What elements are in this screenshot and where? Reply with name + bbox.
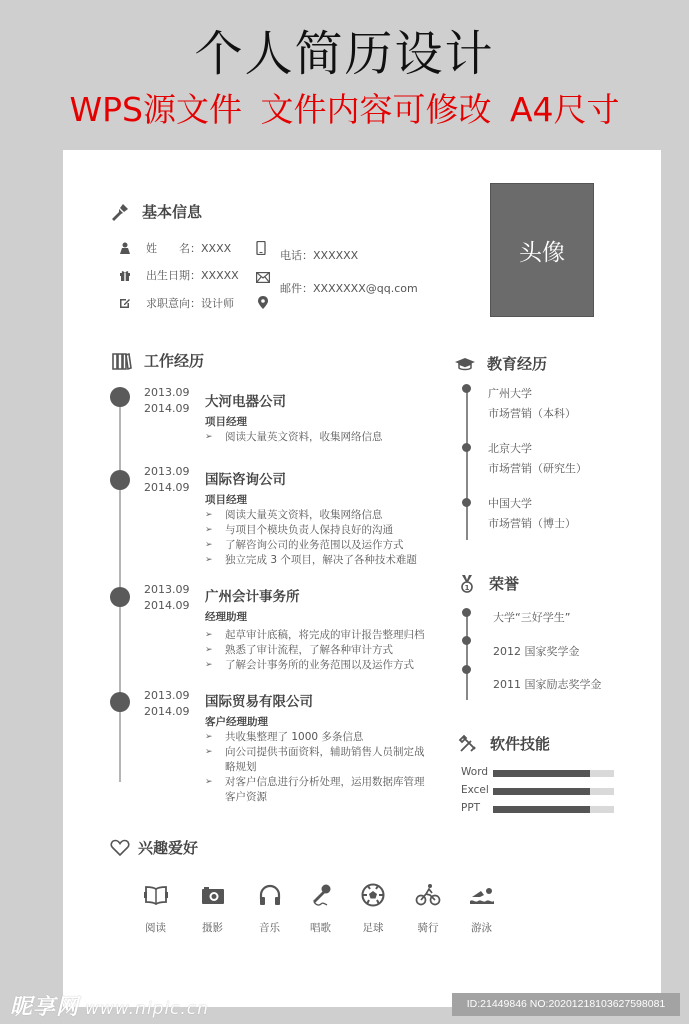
company-name: 大河电器公司 [205,394,286,410]
job-role: 经理助理 [205,611,247,623]
bullet-item: ➢ 了解咨询公司的业务范围以及运作方式 [205,539,404,551]
timeline-dot [462,443,471,452]
timeline-dot [110,692,130,712]
person-icon [118,241,132,255]
honor-item: 2012 国家奖学金 [493,645,580,658]
hobby-list [127,882,510,935]
gift-icon [118,268,132,282]
section-title: 基本信息 [142,203,203,221]
location-icon [258,294,268,313]
timeline-dot [462,608,471,617]
info-phone-value: 电话：XXXXXX [280,249,359,262]
bullet-item: ➢ 阅读大量英文资料，收集网络信息 [205,509,383,521]
bullet-item: ➢ 与项目个模块负责人保持良好的沟通 [205,524,393,536]
section-title: 软件技能 [490,735,551,753]
timeline-dot [110,470,130,490]
timeline-dot [462,665,471,674]
section-title: 教育经历 [487,355,548,373]
section-title: 荣誉 [489,575,520,593]
info-email [280,280,418,296]
bullet-item: ➢ 共收集整理了 1000 多条信息 [205,731,364,743]
bullet-item: ➢ 对客户信息进行分析处理，运用数据库管理客户资源 [205,776,425,803]
company-name: 国际贸易有限公司 [205,694,313,710]
education-item: 中国大学 市场营销（博士） [488,497,576,530]
svg-text:1: 1 [464,583,470,592]
info-birthday [118,267,239,283]
medal-icon [457,574,477,594]
timeline-dot [462,498,471,507]
section-hobbies [110,837,198,858]
skill-fill [493,806,590,813]
honor-item: 2011 国家励志奖学金 [493,678,602,691]
swimmer-icon [469,882,495,908]
bullet-item: ➢ 向公司提供书面资料，辅助销售人员制定战略规划 [205,746,425,773]
section-education [455,353,547,374]
timeline-dot [462,384,471,393]
section-skills [458,733,550,754]
work-dates: 2013.09 2014.09 [144,583,190,612]
company-name: 广州会计事务所 [205,589,300,605]
honor-item: 大学“三好学生” [493,611,571,624]
info-name-value: 姓 名：XXXX [146,242,232,255]
microphone-icon [308,882,334,908]
camera-icon [200,882,226,908]
info-objective-value: 求职意向：设计师 [146,297,234,310]
hobby-swimming: 游泳 [453,882,510,935]
section-title: 工作经历 [144,352,205,370]
job-role: 项目经理 [205,416,247,428]
page-subtitle: WPS源文件 文件内容可修改 A4尺寸 [69,90,620,129]
tools-icon [458,734,478,754]
timeline-dot [110,587,130,607]
work-item [205,468,445,568]
job-role: 项目经理 [205,494,247,506]
skill-label: Excel [461,784,489,796]
skill-bar-excel [493,788,614,795]
skill-bar-word [493,770,614,777]
info-name [118,240,231,256]
watermark-brand: 昵享网 www.nipic.cn [10,995,209,1020]
section-basic-info [110,201,202,222]
timeline-dot [462,636,471,645]
work-dates: 2013.09 2014.09 [144,689,190,718]
skill-fill [493,788,590,795]
info-email-value: 邮件：XXXXXXX@qq.com [280,282,418,295]
work-item [205,585,445,673]
skill-bar-ppt [493,806,614,813]
bullet-item: ➢ 阅读大量英文资料，收集网络信息 [205,431,383,443]
microphone-icon [110,202,130,222]
bicycle-icon [415,882,441,908]
skill-label: Word [461,766,488,778]
skill-label: PPT [461,802,481,814]
hobby-singing: 唱歌 [298,882,343,935]
hobby-reading: 阅读 [127,882,184,935]
binders-icon [112,351,132,371]
book-icon [143,882,169,908]
heart-icon [110,838,130,858]
company-name: 国际咨询公司 [205,472,286,488]
edit-icon [118,296,132,310]
hobby-soccer: 足球 [343,882,403,935]
info-birthday-value: 出生日期：XXXXX [146,269,239,282]
page-title: 个人简历设计 [194,26,495,82]
timeline-dot [110,387,130,407]
work-dates: 2013.09 2014.09 [144,465,190,494]
info-objective [118,295,234,311]
graduation-cap-icon [455,354,475,374]
hobby-cycling: 骑行 [403,882,453,935]
work-dates: 2013.09 2014.09 [144,386,190,415]
education-timeline-line [466,388,468,540]
watermark-id: ID:21449846 NO:20201218103627598081 [452,993,680,1016]
honors-timeline-line [466,612,468,700]
avatar-label: 头像 [519,239,565,266]
soccer-ball-icon [360,882,386,908]
section-title: 兴趣爱好 [138,839,199,857]
skill-fill [493,770,590,777]
info-phone [280,247,358,263]
bullet-item: ➢ 熟悉了审计流程，了解各种审计方式 [205,644,393,656]
mail-icon [256,268,270,287]
work-item [205,390,445,445]
education-item: 北京大学 市场营销（研究生） [488,442,587,475]
avatar-placeholder[interactable] [490,183,594,317]
phone-icon [256,240,266,259]
hobby-photography: 摄影 [184,882,241,935]
headphones-icon [257,882,283,908]
section-honors [457,573,519,594]
bullet-item: ➢ 独立完成 3 个项目，解决了各种技术难题 [205,554,417,566]
section-work [112,350,204,371]
job-role: 客户经理助理 [205,716,268,728]
hobby-music: 音乐 [241,882,298,935]
bullet-item: ➢ 了解会计事务所的业务范围以及运作方式 [205,659,414,671]
education-item: 广州大学 市场营销（本科） [488,387,576,420]
work-item [205,690,433,805]
bullet-item: ➢ 起草审计底稿，将完成的审计报告整理归档 [205,629,425,641]
